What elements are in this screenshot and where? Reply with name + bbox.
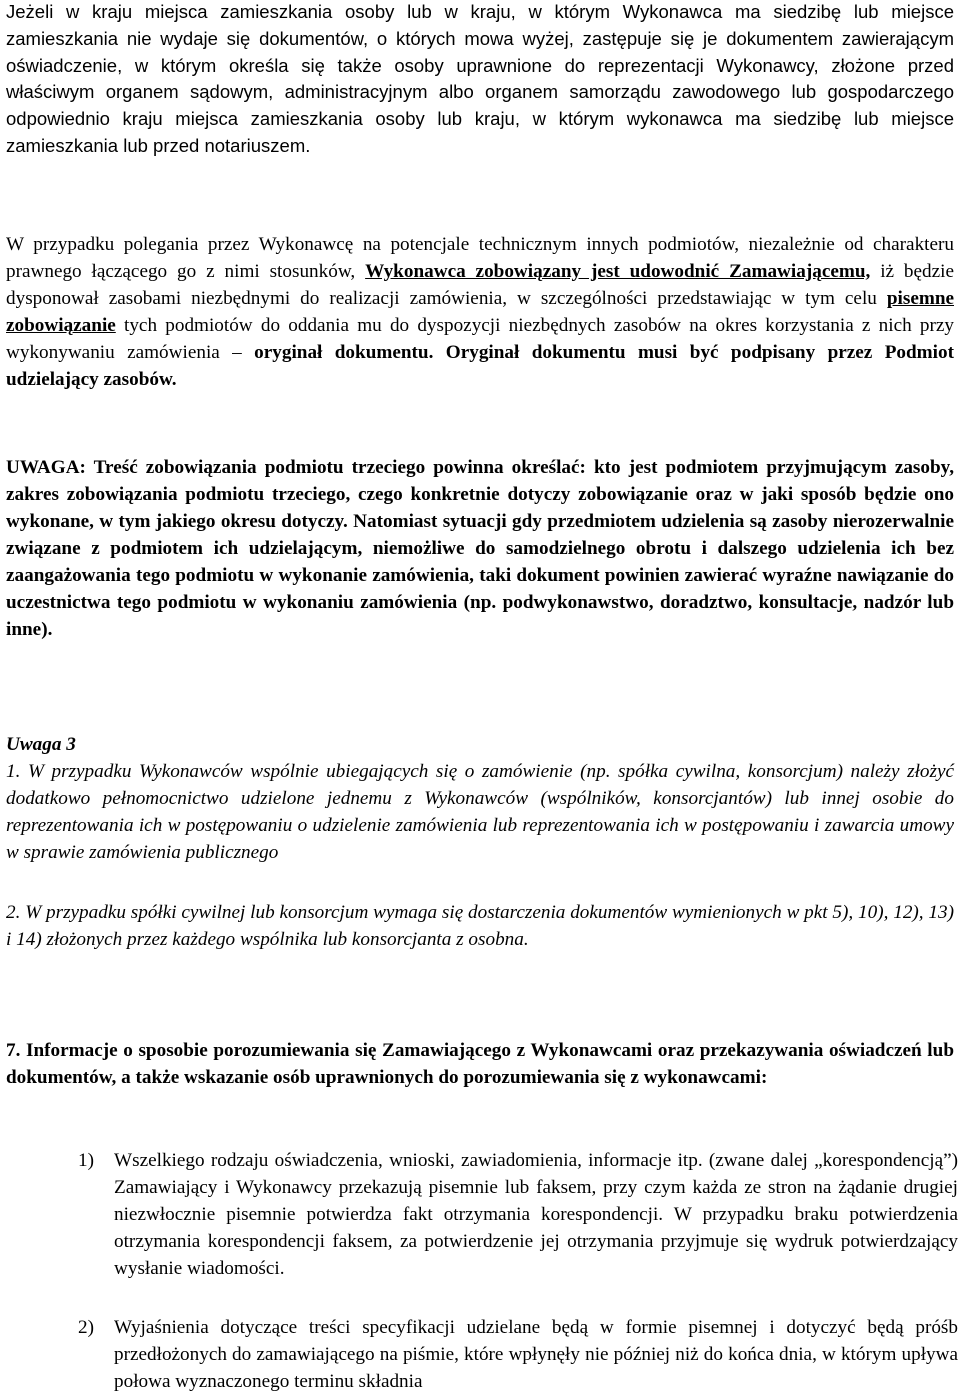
paragraph-warning: UWAGA: Treść zobowiązania podmiotu trzeciego powinna określać: kto jest podmiotem przyjmującym zasoby, zakres zobowiązania podmiotu trzeciego, czego konkretnie dotyczy zobowiązanie oraz w jaki sposób będzie ono wykonane, w tym jakiego okresu dotyczy. Natomiast sytuacji gdy przedmiotem udzielenia są zasoby nierozerwalnie związane z podmiotem ich udzielającym, niemożliwe do samodzielnego obrotu i dalszego udzielenia ich bez zaangażowania tego podmiotu w wykonanie zamówienia, taki dokument powinien zawierać wyraźne nawiązanie do uczestnictwa tego podmiotu w wykonaniu zamówienia (np. podwykonawstwo, doradztwo, konsultacje, nadzór lub inne). xyxy=(6,457,954,640)
p2-text-e: tych podmiotów do oddania mu do dyspozycji niezbędnych zasobów na okres korzystania z nich przy wykonywaniu zamówienia – xyxy=(6,315,954,363)
p2-text-a: W przypadku polegania przez Wykonawcę na potencjale technicznym innych podmiotów, niezależnie od charakteru prawnego łączącego go z nimi stosunków, xyxy=(6,234,954,282)
uwaga3-item-2: 2. W przypadku spółki cywilnej lub konsorcjum wymaga się dostarczenia dokumentów wymienionych w pkt 5), 10), 12), 13) i 14) złożonych przez każdego wspólnika lub konsorcjanta z osobna. xyxy=(6,902,954,950)
p2-text-obligation: Wykonawca zobowiązany jest udowodnić Zamawiającemu, xyxy=(365,261,871,282)
paragraph-foreign-documents: Jeżeli w kraju miejsca zamieszkania osoby lub w kraju, w którym Wykonawca ma siedzibę lub miejsce zamieszkania nie wydaje się dokumentów, o których mowa wyżej, zastępuje się je dokumentem zawierającym oświadczenie, w którym określa się także osoby uprawnione do reprezentacji Wykonawcy, złożone przed właściwym organem sądowym, administracyjnym albo organem samorządu zawodowego lub gospodarczego odpowiednio kraju miejsca zamieszkania osoby lub kraju, w którym wykonawca ma siedzibę lub miejsce zamieszkania lub przed notariuszem. xyxy=(6,1,954,156)
uwaga3-item-1: 1. W przypadku Wykonawców wspólnie ubiegających się o zamówienie (np. spółka cywilna, konsorcjum) należy złożyć dodatkowo pełnomocnictwo udzielone jednemu z Wykonawców (wspólników, konsorcjantów) lub innej osobie do reprezentowania ich w postępowaniu o udzielenie zamówienia lub reprezentowania ich w postępowaniu i zawarcia umowy w sprawie zamówienia publicznego xyxy=(6,761,954,863)
list-item-number: 2) xyxy=(78,1317,94,1338)
list-item-1 xyxy=(78,1147,958,1282)
p2-text-written-commitment: pisemne zobowiązanie xyxy=(6,288,954,336)
p2-text-c: iż będzie dysponował zasobami niezbędnymi do realizacji zamówienia, w szczególności przedstawiając w tym celu xyxy=(6,261,954,309)
list-item-2 xyxy=(78,1314,958,1395)
list-item-text: Wyjaśnienia dotyczące treści specyfikacji udzielane będą w formie pisemnej i dotyczyć będą próśb przedłożonych do zamawiającego na piśmie, które wpłynęły nie później niż do końca dnia, w którym upływa połowa wyznaczonego terminu składnia xyxy=(114,1317,958,1392)
p2-text-original-document: oryginał dokumentu. Oryginał dokumentu musi być podpisany przez Podmiot udzielający zasobów. xyxy=(6,342,954,390)
paragraph-third-party-resources xyxy=(6,231,954,393)
uwaga3-heading: Uwaga 3 xyxy=(6,734,76,755)
list-item-number: 1) xyxy=(78,1150,94,1171)
section-7-heading: 7. Informacje o sposobie porozumiewania się Zamawiającego z Wykonawcami oraz przekazywania oświadczeń lub dokumentów, a także wskazanie osób uprawnionych do porozumiewania się z wykonawcami: xyxy=(6,1040,954,1088)
list-item-text: Wszelkiego rodzaju oświadczenia, wnioski, zawiadomienia, informacje itp. (zwane dalej „korespondencją”) Zamawiający i Wykonawcy przekazują pisemnie lub faksem, przy czym każda ze stron na żądanie drugiej niezwłocznie pisemnie potwierdza fakt otrzymania korespondencji. W przypadku braku potwierdzenia otrzymania korespondencji faksem, za potwierdzenie jej otrzymania przyjmuje się wydruk potwierdzający wysłanie wiadomości. xyxy=(114,1150,958,1279)
